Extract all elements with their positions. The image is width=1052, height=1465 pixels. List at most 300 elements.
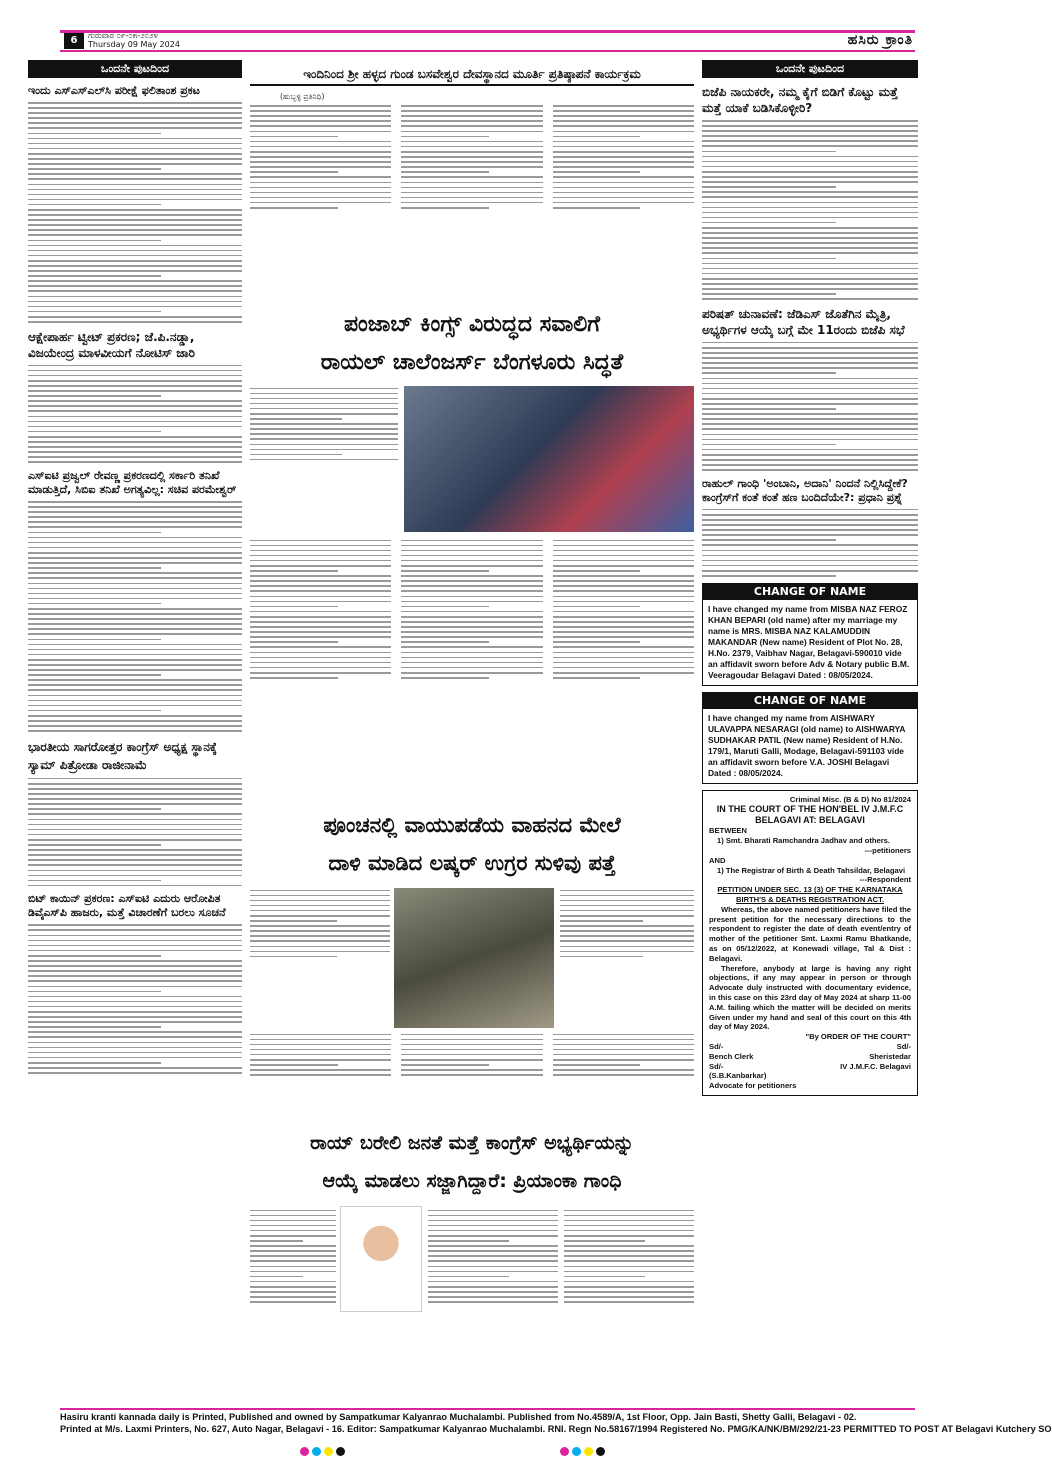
text-line bbox=[702, 156, 918, 158]
newspaper-brand: ಹಸಿರು ಕ್ರಾಂತಿ bbox=[847, 32, 913, 48]
text-line bbox=[28, 521, 242, 523]
story2-head-line2: ರಾಯಲ್ ಚಾಲೆಂಜರ್ಸ್ ಬೆಂಗಳೂರು ಸಿದ್ಧತೆ bbox=[320, 350, 624, 375]
court-sd-2: Sd/- bbox=[896, 1041, 911, 1051]
reg-dot-black-2 bbox=[596, 1447, 605, 1456]
court-advocate: Advocate for petitioners bbox=[709, 1081, 797, 1091]
text-line bbox=[401, 187, 542, 189]
text-line bbox=[28, 375, 242, 377]
text-line bbox=[553, 105, 694, 107]
text-line bbox=[553, 565, 694, 567]
text-line bbox=[28, 1031, 242, 1033]
text-line bbox=[428, 1276, 509, 1278]
text-line bbox=[28, 163, 242, 165]
text-line bbox=[28, 613, 242, 615]
text-line bbox=[553, 621, 694, 623]
text-line bbox=[702, 464, 918, 466]
text-line bbox=[702, 444, 836, 446]
text-line bbox=[250, 161, 391, 163]
text-line bbox=[28, 501, 242, 503]
text-line bbox=[401, 136, 489, 138]
text-line bbox=[28, 416, 242, 418]
text-line bbox=[250, 550, 391, 552]
text-line bbox=[401, 156, 542, 158]
text-line bbox=[28, 849, 242, 851]
notice1-title: CHANGE OF NAME bbox=[703, 584, 917, 600]
text-line bbox=[250, 672, 391, 674]
right-body-3 bbox=[702, 509, 918, 577]
story3-col-c bbox=[553, 1030, 694, 1079]
page-header bbox=[60, 30, 915, 52]
text-line bbox=[560, 920, 643, 922]
page-number: 6 bbox=[64, 33, 84, 49]
text-line bbox=[28, 725, 242, 727]
court-petition-title: PETITION UNDER SEC. 13 (3) OF THE KARNATAKA BIRTH'S & DEATHS REGISTRATION ACT. bbox=[717, 885, 903, 904]
court-sheristedar: Sheristedar bbox=[869, 1051, 911, 1061]
court-order: "By ORDER OF THE COURT" bbox=[805, 1032, 911, 1042]
text-line bbox=[28, 945, 242, 947]
text-line bbox=[702, 570, 918, 572]
header-date-kn: ಗುರುವಾರ ೦೯-೦೫-೨೦೨೪ bbox=[88, 31, 158, 40]
court-kanbarkar: (S.B.Kanbarkar) bbox=[709, 1071, 767, 1081]
text-line bbox=[428, 1220, 558, 1222]
text-line bbox=[250, 1210, 336, 1212]
text-line bbox=[28, 184, 242, 186]
text-line bbox=[702, 413, 918, 415]
text-line bbox=[553, 182, 694, 184]
story1-body bbox=[250, 92, 694, 302]
text-line bbox=[250, 935, 390, 937]
text-line bbox=[28, 803, 242, 805]
text-line bbox=[553, 616, 694, 618]
court-respondent-label: ---Respondent bbox=[859, 875, 911, 885]
text-line bbox=[28, 885, 242, 887]
text-line bbox=[401, 1044, 542, 1046]
text-line bbox=[28, 1042, 242, 1044]
text-line bbox=[28, 306, 242, 308]
text-line bbox=[702, 237, 918, 239]
court-sign-row-2 bbox=[709, 1052, 911, 1062]
text-line bbox=[28, 290, 242, 292]
text-line bbox=[28, 1062, 161, 1064]
text-line bbox=[28, 461, 242, 463]
court-petitioners-label: ---petitioners bbox=[864, 846, 911, 856]
court-notice bbox=[702, 790, 918, 1096]
text-line bbox=[702, 555, 918, 557]
text-line bbox=[560, 935, 694, 937]
text-line bbox=[250, 1039, 391, 1041]
text-line bbox=[553, 146, 694, 148]
text-line bbox=[28, 365, 242, 367]
text-line bbox=[250, 413, 398, 415]
text-line bbox=[28, 173, 242, 175]
text-line bbox=[564, 1245, 694, 1247]
text-line bbox=[401, 202, 542, 204]
story3-headline bbox=[250, 806, 694, 882]
text-line bbox=[28, 168, 161, 170]
text-line bbox=[428, 1240, 509, 1242]
text-line bbox=[28, 301, 242, 303]
text-line bbox=[553, 662, 694, 664]
text-line bbox=[28, 783, 242, 785]
text-line bbox=[250, 930, 390, 932]
footer-line-2: Printed at M/s. Laxmi Printers, No. 627, Auto Nagar, Belagavi - 16. Editor: Sampatkumar Kalyanrao Muchalambi. RNI. Regn No.58167/1994 Registered No. PMG/KA/NK/BM/292/21-23 PERMITTED TO POST AT Belagavi Kutchery SO bbox=[60, 1424, 1052, 1434]
text-line bbox=[28, 400, 242, 402]
court-and: AND bbox=[709, 855, 726, 865]
text-line bbox=[564, 1255, 694, 1257]
text-line bbox=[28, 705, 242, 707]
text-line bbox=[553, 672, 694, 674]
text-line bbox=[28, 623, 242, 625]
text-line bbox=[428, 1230, 558, 1232]
text-line bbox=[250, 433, 398, 435]
header-date-en: Thursday 09 May 2024 bbox=[88, 40, 180, 49]
text-line bbox=[553, 677, 641, 679]
story2-col-c bbox=[553, 536, 694, 682]
text-line bbox=[401, 151, 542, 153]
court-sd-1: Sd/- bbox=[709, 1041, 724, 1051]
text-line bbox=[564, 1260, 694, 1262]
text-line bbox=[401, 636, 542, 638]
court-sd-3: Sd/- bbox=[709, 1061, 724, 1071]
text-line bbox=[553, 1039, 694, 1041]
text-line bbox=[250, 540, 391, 542]
text-line bbox=[28, 730, 242, 732]
story3-lead-lines bbox=[250, 890, 390, 958]
text-line bbox=[702, 454, 918, 456]
court-bench-clerk: Bench Clerk bbox=[709, 1051, 754, 1061]
text-line bbox=[250, 616, 391, 618]
text-line bbox=[564, 1286, 694, 1288]
text-line bbox=[401, 550, 542, 552]
text-line bbox=[553, 1059, 694, 1061]
text-line bbox=[564, 1301, 694, 1303]
text-line bbox=[28, 965, 242, 967]
text-line bbox=[28, 940, 242, 942]
court-petitioner: 1) Smt. Bharati Ramchandra Jadhav and others. bbox=[717, 836, 891, 846]
text-line bbox=[702, 120, 918, 122]
text-line bbox=[401, 1064, 489, 1066]
court-jmfc: IV J.M.F.C. Belagavi bbox=[840, 1061, 911, 1071]
story1-col-a bbox=[250, 102, 391, 212]
right-body-2 bbox=[702, 342, 918, 471]
text-line bbox=[702, 268, 918, 270]
text-line bbox=[401, 110, 542, 112]
text-line bbox=[250, 398, 398, 400]
text-line bbox=[28, 506, 242, 508]
text-line bbox=[553, 207, 641, 209]
text-line bbox=[28, 102, 242, 104]
text-line bbox=[28, 552, 242, 554]
text-line bbox=[564, 1215, 694, 1217]
text-line bbox=[564, 1276, 645, 1278]
text-line bbox=[28, 674, 161, 676]
story3-lead bbox=[250, 886, 390, 1026]
text-line bbox=[702, 293, 836, 295]
text-line bbox=[28, 991, 161, 993]
text-line bbox=[28, 689, 242, 691]
text-line bbox=[28, 199, 242, 201]
text-line bbox=[702, 393, 918, 395]
text-line bbox=[564, 1210, 694, 1212]
text-line bbox=[702, 191, 918, 193]
text-line bbox=[28, 234, 242, 236]
text-line bbox=[28, 117, 242, 119]
text-line bbox=[28, 516, 242, 518]
text-line bbox=[28, 1026, 161, 1028]
text-line bbox=[401, 621, 542, 623]
text-line bbox=[553, 575, 694, 577]
text-line bbox=[553, 652, 694, 654]
text-line bbox=[560, 946, 694, 948]
text-line bbox=[702, 403, 918, 405]
text-line bbox=[428, 1210, 558, 1212]
left-head-2: ಆಕ್ಷೇಪಾರ್ಹ ಟ್ವೀಟ್ ಪ್ರಕರಣ; ಜೆ.ಪಿ.ನಡ್ಡಾ, ವಿಜಯೇಂದ್ರ ಮಾಳವೀಯಗೆ ನೋಟಿಸ್ ಜಾರಿ bbox=[28, 329, 195, 360]
text-line bbox=[28, 229, 242, 231]
text-line bbox=[250, 611, 391, 613]
text-line bbox=[702, 534, 918, 536]
text-line bbox=[401, 125, 542, 127]
text-line bbox=[553, 590, 694, 592]
text-line bbox=[28, 562, 242, 564]
text-line bbox=[28, 446, 242, 448]
text-line bbox=[702, 176, 918, 178]
text-line bbox=[702, 509, 918, 511]
text-line bbox=[28, 628, 242, 630]
text-line bbox=[28, 296, 242, 298]
text-line bbox=[401, 182, 542, 184]
text-line bbox=[401, 565, 542, 567]
text-line bbox=[250, 207, 338, 209]
text-line bbox=[401, 606, 489, 608]
reg-dot-magenta-2 bbox=[560, 1447, 569, 1456]
text-line bbox=[28, 270, 242, 272]
text-line bbox=[250, 1255, 336, 1257]
text-line bbox=[702, 544, 918, 546]
footer-line-1: Hasiru kranti kannada daily is Printed, Published and owned by Sampatkumar Kalyanrao Muchalambi. Published from No.4589/A, 1st Floor, Opp. Jain Basti, Shetty Galli, Belagavi - 02. bbox=[60, 1408, 915, 1422]
text-line bbox=[553, 202, 694, 204]
text-line bbox=[250, 115, 391, 117]
text-line bbox=[28, 275, 161, 277]
text-line bbox=[250, 1064, 338, 1066]
notice-change-of-name-2 bbox=[702, 692, 918, 784]
court-title: IN THE COURT OF THE HON'BEL IV J.M.F.C BELAGAVI AT: BELAGAVI bbox=[716, 804, 904, 826]
text-line bbox=[250, 575, 391, 577]
story4-body-left bbox=[250, 1206, 336, 1392]
left-body-1 bbox=[28, 102, 242, 323]
text-line bbox=[28, 385, 242, 387]
text-line bbox=[702, 288, 918, 290]
text-line bbox=[553, 120, 694, 122]
text-line bbox=[250, 171, 338, 173]
story3-photo bbox=[394, 888, 554, 1028]
text-line bbox=[702, 283, 918, 285]
text-line bbox=[250, 197, 391, 199]
text-line bbox=[428, 1301, 558, 1303]
text-line bbox=[28, 644, 242, 646]
notice2-title: CHANGE OF NAME bbox=[703, 693, 917, 709]
story4-col-b bbox=[428, 1210, 558, 1303]
text-line bbox=[553, 136, 641, 138]
text-line bbox=[28, 456, 242, 458]
text-line bbox=[28, 649, 242, 651]
court-respondent: 1) The Registrar of Birth & Death Tahsildar, Belagavi bbox=[717, 865, 906, 875]
text-line bbox=[28, 633, 242, 635]
text-line bbox=[401, 131, 542, 133]
story3-right bbox=[560, 886, 694, 1026]
left-section-title: ಒಂದನೇ ಪುಟದಿಂದ bbox=[28, 60, 242, 78]
text-line bbox=[250, 105, 391, 107]
text-line bbox=[564, 1220, 694, 1222]
right-head-3: ರಾಹುಲ್ ಗಾಂಧಿ 'ಅಂಬಾನಿ, ಅದಾನಿ' ನಿಂದನೆ ನಿಲ್ಲಿಸಿದ್ದೇಕೆ? ಕಾಂಗ್ರೆಸ್‌ಗೆ ಕಂತೆ ಕಂತೆ ಹಣ ಬಂದಿದೆಯೇ?: ಪ್ರಧಾನಿ ಪ್ರಶ್ನೆ bbox=[702, 476, 908, 504]
text-line bbox=[28, 219, 242, 221]
text-line bbox=[428, 1296, 558, 1298]
text-line bbox=[28, 421, 242, 423]
text-line bbox=[28, 1052, 242, 1054]
text-line bbox=[250, 1286, 336, 1288]
text-line bbox=[553, 141, 694, 143]
text-line bbox=[553, 1054, 694, 1056]
text-line bbox=[401, 601, 542, 603]
text-line bbox=[702, 418, 918, 420]
text-line bbox=[250, 187, 391, 189]
text-line bbox=[250, 403, 398, 405]
text-line bbox=[401, 192, 542, 194]
text-line bbox=[702, 388, 918, 390]
text-line bbox=[250, 920, 337, 922]
text-line bbox=[250, 110, 391, 112]
text-line bbox=[250, 636, 391, 638]
text-line bbox=[702, 352, 918, 354]
text-line bbox=[28, 654, 242, 656]
reg-dot-cyan-2 bbox=[572, 1447, 581, 1456]
text-line bbox=[702, 181, 918, 183]
text-line bbox=[28, 1057, 242, 1059]
text-line bbox=[28, 778, 242, 780]
text-line bbox=[553, 611, 694, 613]
left-body-2 bbox=[28, 365, 242, 463]
text-line bbox=[702, 529, 918, 531]
text-line bbox=[28, 924, 242, 926]
text-line bbox=[28, 839, 242, 841]
text-line bbox=[702, 469, 918, 471]
story4-headline bbox=[250, 1124, 694, 1200]
text-line bbox=[250, 905, 390, 907]
text-line bbox=[28, 158, 242, 160]
text-line bbox=[401, 1069, 542, 1071]
text-line bbox=[401, 575, 542, 577]
text-line bbox=[28, 669, 242, 671]
left-body-3 bbox=[28, 501, 242, 732]
text-line bbox=[28, 532, 161, 534]
notice1-text: I have changed my name from MISBA NAZ FEROZ KHAN BEPARI (old name) after my marriage my name is MRS. MISBA NAZ KALAMUDDIN MAKANDAR (New name) Resident of Plot No. 28, H.No. 2379, Vaibhav Nagar, Belagavi-590010 vide an affidavit sworn before Adv & Notary public B.M. Veeragoudar Belagavi Dated : 08/05/2024. bbox=[708, 603, 910, 680]
text-line bbox=[702, 186, 836, 188]
text-line bbox=[428, 1255, 558, 1257]
text-line bbox=[250, 428, 398, 430]
text-line bbox=[401, 1034, 542, 1036]
text-line bbox=[28, 189, 242, 191]
text-line bbox=[702, 459, 918, 461]
text-line bbox=[250, 956, 337, 958]
text-line bbox=[28, 819, 242, 821]
text-line bbox=[28, 321, 242, 323]
text-line bbox=[560, 930, 694, 932]
text-line bbox=[401, 1059, 542, 1061]
text-line bbox=[428, 1286, 558, 1288]
story4-head-line1: ರಾಯ್ ಬರೇಲಿ ಜನತೆ ಮತ್ತೆ ಕಾಂಗ್ರೆಸ್ ಅಭ್ಯರ್ಥಿಯನ್ನು bbox=[310, 1132, 634, 1154]
text-line bbox=[553, 585, 694, 587]
text-line bbox=[250, 1301, 336, 1303]
text-line bbox=[250, 621, 391, 623]
text-line bbox=[250, 1271, 336, 1273]
text-line bbox=[553, 641, 641, 643]
text-line bbox=[28, 436, 242, 438]
text-line bbox=[553, 1064, 641, 1066]
text-line bbox=[28, 426, 242, 428]
text-line bbox=[702, 171, 918, 173]
text-line bbox=[702, 298, 918, 300]
text-line bbox=[564, 1291, 694, 1293]
text-line bbox=[553, 115, 694, 117]
text-line bbox=[28, 214, 242, 216]
text-line bbox=[28, 986, 242, 988]
text-line bbox=[28, 390, 242, 392]
text-line bbox=[250, 449, 398, 451]
story2-head-line1: ಪಂಜಾಬ್ ಕಿಂಗ್ಸ್ ವಿರುದ್ಧದ ಸವಾಲಿಗೆ bbox=[343, 312, 601, 337]
text-line bbox=[28, 395, 161, 397]
text-line bbox=[250, 1054, 391, 1056]
text-line bbox=[428, 1281, 558, 1283]
text-line bbox=[28, 955, 161, 957]
text-line bbox=[553, 560, 694, 562]
text-line bbox=[28, 720, 242, 722]
text-line bbox=[702, 428, 918, 430]
text-line bbox=[401, 641, 489, 643]
text-line bbox=[553, 166, 694, 168]
notice2-text: I have changed my name from AISHWARY ULAVAPPA NESARAGI (old name) to AISHWARYA SUDHAKAR PATIL (New name) Resident of H.No. 179/1, Maruti Galli, Modage, Belagavi-591103 vide an affidavit sworn before V.A. JOSHI Belagavi Dated : 08/05/2024. bbox=[708, 712, 906, 778]
story4-photo bbox=[340, 1206, 422, 1312]
left-body-4 bbox=[28, 778, 242, 887]
text-line bbox=[250, 580, 391, 582]
text-line bbox=[564, 1281, 694, 1283]
text-line bbox=[401, 146, 542, 148]
left-body-5 bbox=[28, 924, 242, 1073]
story4-body-mid bbox=[428, 1206, 558, 1392]
text-line bbox=[28, 829, 242, 831]
text-line bbox=[702, 347, 918, 349]
text-line bbox=[28, 813, 242, 815]
text-line bbox=[250, 951, 390, 953]
text-line bbox=[250, 662, 391, 664]
text-line bbox=[250, 120, 391, 122]
text-line bbox=[702, 217, 918, 219]
text-line bbox=[28, 316, 242, 318]
text-line bbox=[28, 618, 242, 620]
story3-head-line1: ಪೂಂಚನಲ್ಲಿ ವಾಯುಪಡೆಯ ವಾಹನದ ಮೇಲೆ bbox=[323, 813, 621, 837]
story3-col-a bbox=[250, 1030, 391, 1079]
text-line bbox=[28, 441, 242, 443]
text-line bbox=[250, 946, 390, 948]
text-line bbox=[28, 695, 242, 697]
text-line bbox=[28, 996, 242, 998]
text-line bbox=[553, 631, 694, 633]
text-line bbox=[28, 935, 242, 937]
story2-lead-lines bbox=[250, 388, 398, 461]
text-line bbox=[401, 1074, 542, 1076]
text-line bbox=[28, 567, 161, 569]
text-line bbox=[250, 1235, 336, 1237]
text-line bbox=[401, 611, 542, 613]
text-line bbox=[28, 710, 161, 712]
